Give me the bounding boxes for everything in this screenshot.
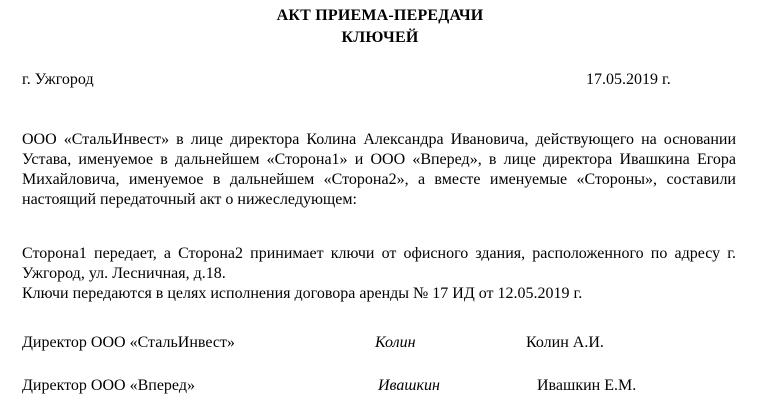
handwritten-signature: Колин xyxy=(375,334,416,351)
purpose-paragraph: Ключи передаются в целях исполнения договора аренды № 17 ИД от 12.05.2019 г. xyxy=(22,285,583,302)
signatory-name: Колин А.И. xyxy=(526,334,604,351)
transfer-paragraph: Сторона1 передает, а Сторона2 принимает ключи от офисного здания, расположенного по адресу г. Ужгород, ул. Лесничная, д.18. xyxy=(22,245,736,282)
signature-row xyxy=(0,333,760,353)
document-subtitle: КЛЮЧЕЙ xyxy=(341,29,419,46)
handwritten-signature: Ивашкин xyxy=(378,377,440,394)
signature-row xyxy=(0,376,760,396)
signatory-position: Директор ООО «СтальИнвест» xyxy=(22,334,235,351)
document-date: 17.05.2019 г. xyxy=(586,71,671,88)
signatory-position: Директор ООО «Вперед» xyxy=(22,377,195,394)
parties-paragraph: ООО «СтальИнвест» в лице директора Колина Александра Ивановича, действующего на основании Устава, именуемое в дальнейшем «Сторона1» и ООО «Вперед», в лице директора Ивашкина Егора Михайловича, именуемое в дальнейшем «Сторона2», а вместе именуемые «Стороны», составили настоящий передаточный акт о нижеследующем: xyxy=(22,131,736,208)
signatory-name: Ивашкин Е.М. xyxy=(537,377,637,394)
document-title: АКТ ПРИЕМА-ПЕРЕДАЧИ xyxy=(276,7,484,24)
document-place: г. Ужгород xyxy=(22,71,94,88)
